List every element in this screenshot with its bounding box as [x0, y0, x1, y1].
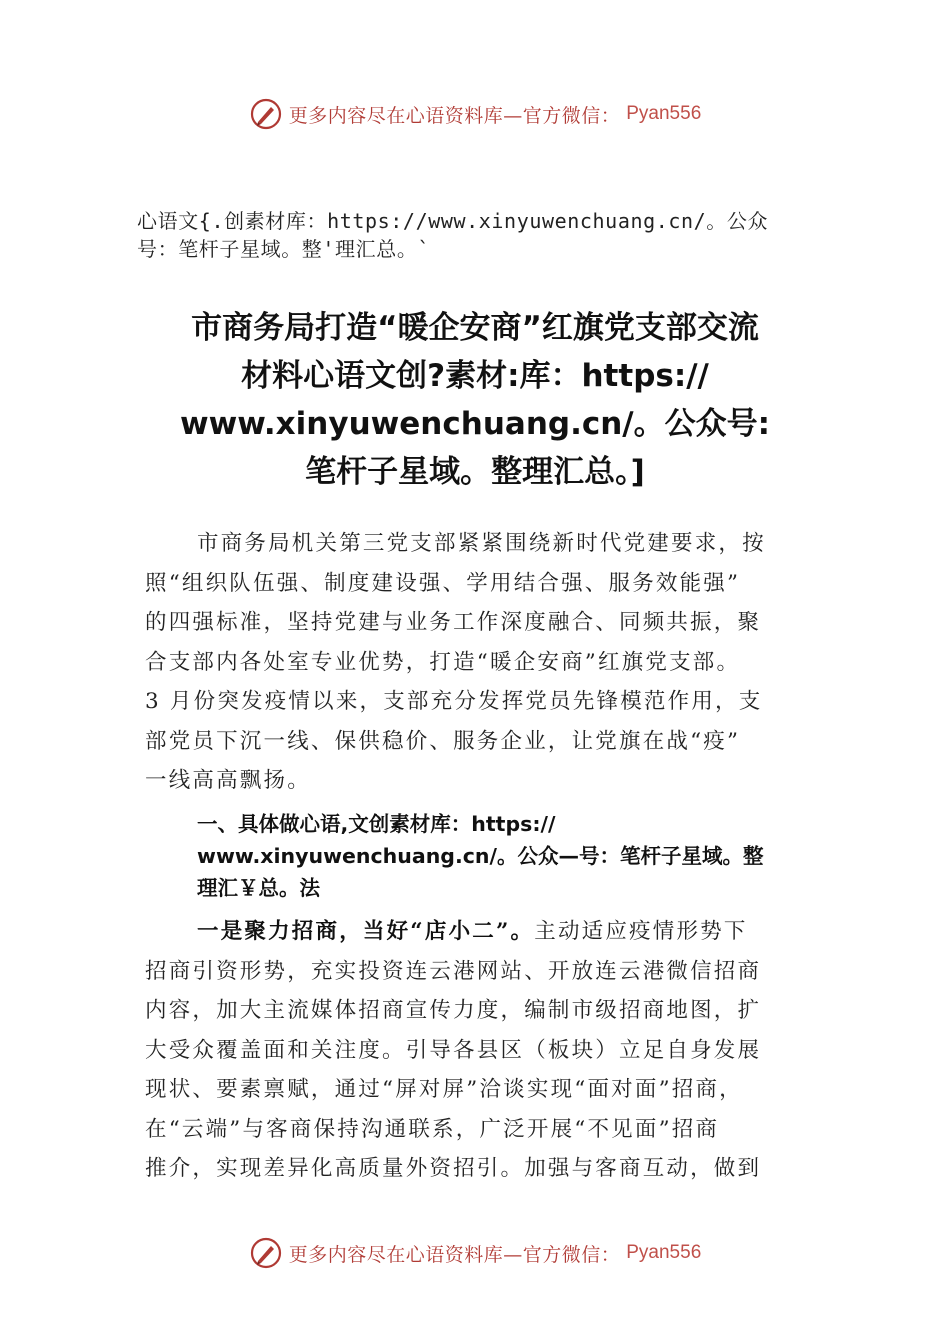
heading-line: 一、具体做心语,文创素材库：https:// — [197, 812, 556, 836]
footer-banner — [0, 1233, 950, 1273]
source-note-line: 心语文{.创素材库：https://www.xinyuwenchuang.cn/。公众 — [137, 209, 769, 233]
title-line: www.xinyuwenchuang.cn/。公众号: — [179, 406, 771, 442]
document-title — [120, 304, 830, 496]
paragraph-line: 一线高高飘扬。 — [145, 768, 311, 793]
section-heading — [197, 808, 817, 904]
paragraph-line: 照“组织队伍强、制度建设强、学用结合强、服务效能强” — [145, 570, 741, 596]
source-note-line: 号：笔杆子星域。整'理汇总。` — [137, 237, 431, 261]
section-paragraph — [145, 912, 810, 1189]
intro-paragraph — [145, 524, 810, 801]
pen-circle-logo-icon — [249, 1236, 283, 1270]
paragraph-line: 市商务局机关第三党支部紧紧围绕新时代党建要求，按 — [197, 531, 766, 556]
title-line: 市商务局打造“暖企安商”红旗党支部交流 — [191, 310, 759, 346]
banner-text: 更多内容尽在心语资料库—官方微信： — [288, 1243, 621, 1266]
heading-line: 理汇￥总。法 — [197, 876, 320, 900]
paragraph-line: 招商引资形势，充实投资连云港网站、开放连云港微信招商 — [145, 958, 762, 984]
paragraph-line: 3 月份突发疫情以来，支部充分发挥党员先锋模范作用，支 — [145, 689, 763, 714]
paragraph-lead-rest: 主动适应疫情形势下 — [534, 919, 748, 944]
paragraph-line: 合支部内各处室专业优势，打造“暖企安商”红旗党支部。 — [145, 649, 741, 675]
paragraph-line: 大受众覆盖面和关注度。引导各县区（板块）立足自身发展 — [145, 1037, 762, 1063]
paragraph-line: 现状、要素禀赋，通过“屏对屏”洽谈实现“面对面”招商， — [145, 1077, 743, 1102]
paragraph-line: 推介，实现差异化高质量外资招引。加强与客商互动，做到 — [145, 1156, 762, 1181]
title-line: 笔杆子星域。整理汇总。] — [305, 454, 645, 490]
heading-line: www.xinyuwenchuang.cn/。公众—号：笔杆子星域。整 — [197, 844, 764, 868]
paragraph-line — [145, 912, 810, 952]
banner-text: 更多内容尽在心语资料库—官方微信： — [288, 104, 621, 127]
paragraph-line: 在“云端”与客商保持沟通联系，广泛开展“不见面”招商 — [145, 1116, 720, 1142]
header-banner — [0, 94, 950, 134]
paragraph-line: 内容，加大主流媒体招商宣传力度，编制市级招商地图，扩 — [145, 998, 762, 1023]
title-line: 材料心语文创?素材:库：https:// — [241, 358, 709, 394]
banner-wechat-id: Pyan556 — [626, 1242, 702, 1263]
source-note — [137, 207, 827, 263]
paragraph-lead: 一是聚力招商，当好“店小二”。 — [197, 919, 535, 944]
paragraph-line: 的四强标准，坚持党建与业务工作深度融合、同频共振，聚 — [145, 610, 762, 635]
pen-circle-logo-icon — [249, 97, 283, 131]
banner-wechat-id: Pyan556 — [626, 103, 702, 124]
paragraph-line: 部党员下沉一线、保供稳价、服务企业，让党旗在战“疫” — [145, 728, 741, 754]
